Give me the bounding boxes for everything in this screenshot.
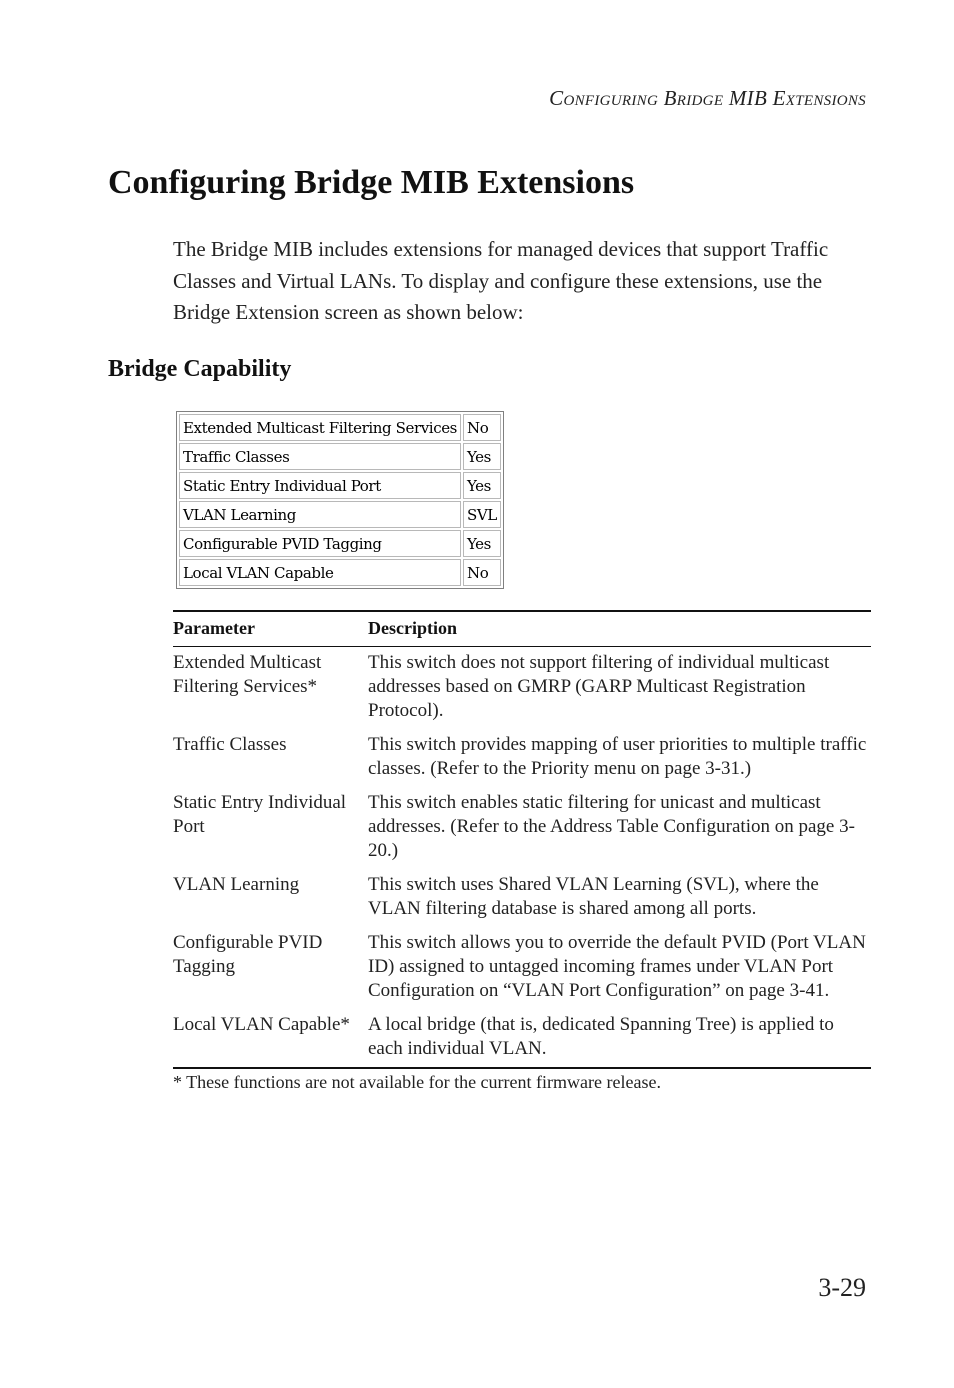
parameter-cell: VLAN Learning bbox=[173, 874, 300, 895]
page-number: 3-29 bbox=[818, 1273, 866, 1302]
capability-value: Yes bbox=[463, 472, 501, 499]
capability-name: Extended Multicast Filtering Services bbox=[179, 414, 461, 441]
table-header-row bbox=[173, 611, 871, 647]
table-row bbox=[173, 791, 871, 873]
table-row bbox=[173, 931, 871, 1013]
parameter-cell: Local VLAN Capable* bbox=[173, 1013, 368, 1068]
capability-name: VLAN Learning bbox=[179, 501, 461, 528]
table-row bbox=[179, 414, 501, 441]
bridge-capability-screenshot-table bbox=[176, 411, 504, 589]
page-title: Configuring Bridge MIB Extensions bbox=[108, 164, 635, 201]
description-cell: This switch provides mapping of user priorities to multiple traffic classes. (Refer to the Priority menu on page 3-31.) bbox=[368, 734, 867, 779]
parameter-cell: Static Entry Individual Port bbox=[173, 792, 347, 837]
table-row bbox=[179, 501, 501, 528]
capability-value: Yes bbox=[463, 530, 501, 557]
capability-value: Yes bbox=[463, 443, 501, 470]
description-cell: A local bridge (that is, dedicated Spanning Tree) is applied to each individual VLAN. bbox=[368, 1013, 871, 1068]
column-header-description: Description bbox=[368, 611, 871, 647]
table-row bbox=[179, 530, 501, 557]
running-header: CONFIGURING BRIDGE MIB EXTENSIONS bbox=[549, 86, 866, 110]
parameter-cell: Traffic Classes bbox=[173, 734, 287, 755]
capability-value: SVL bbox=[463, 501, 501, 528]
description-cell: This switch uses Shared VLAN Learning (SVL), where the VLAN filtering database is shared among all ports. bbox=[368, 874, 819, 919]
description-cell: This switch does not support filtering of individual multicast addresses based on GMRP (GARP Multicast Registration Protocol). bbox=[368, 652, 830, 721]
table-row bbox=[179, 472, 501, 499]
table-row bbox=[173, 1013, 871, 1068]
capability-name: Static Entry Individual Port bbox=[179, 472, 461, 499]
capability-value: No bbox=[463, 414, 501, 441]
parameter-cell: Extended Multicast Filtering Services* bbox=[173, 652, 322, 697]
capability-name: Local VLAN Capable bbox=[179, 559, 461, 586]
table-row bbox=[179, 559, 501, 586]
parameter-cell: Configurable PVID Tagging bbox=[173, 932, 323, 977]
capability-name: Traffic Classes bbox=[179, 443, 461, 470]
section-title: Bridge Capability bbox=[108, 356, 292, 382]
footnote: * These functions are not available for the current firmware release. bbox=[173, 1072, 661, 1092]
table-row bbox=[173, 647, 871, 734]
capability-name: Configurable PVID Tagging bbox=[179, 530, 461, 557]
description-cell: This switch enables static filtering for unicast and multicast addresses. (Refer to the Address Table Configuration on page 3-20.) bbox=[368, 792, 855, 861]
table-row bbox=[173, 733, 871, 791]
parameter-description-section bbox=[173, 610, 871, 1093]
column-header-parameter: Parameter bbox=[173, 611, 368, 647]
parameter-description-table bbox=[173, 610, 871, 1069]
capability-value: No bbox=[463, 559, 501, 586]
table-row bbox=[173, 873, 871, 931]
intro-paragraph: The Bridge MIB includes extensions for managed devices that support Traffic Classes and Virtual LANs. To display and configure these extensions, use the Bridge Extension screen as shown below: bbox=[173, 237, 829, 324]
table-row bbox=[179, 443, 501, 470]
description-cell: This switch allows you to override the default PVID (Port VLAN ID) assigned to untagged incoming frames under VLAN Port Configuration on “VLAN Port Configuration” on page 3-41. bbox=[368, 932, 866, 1001]
